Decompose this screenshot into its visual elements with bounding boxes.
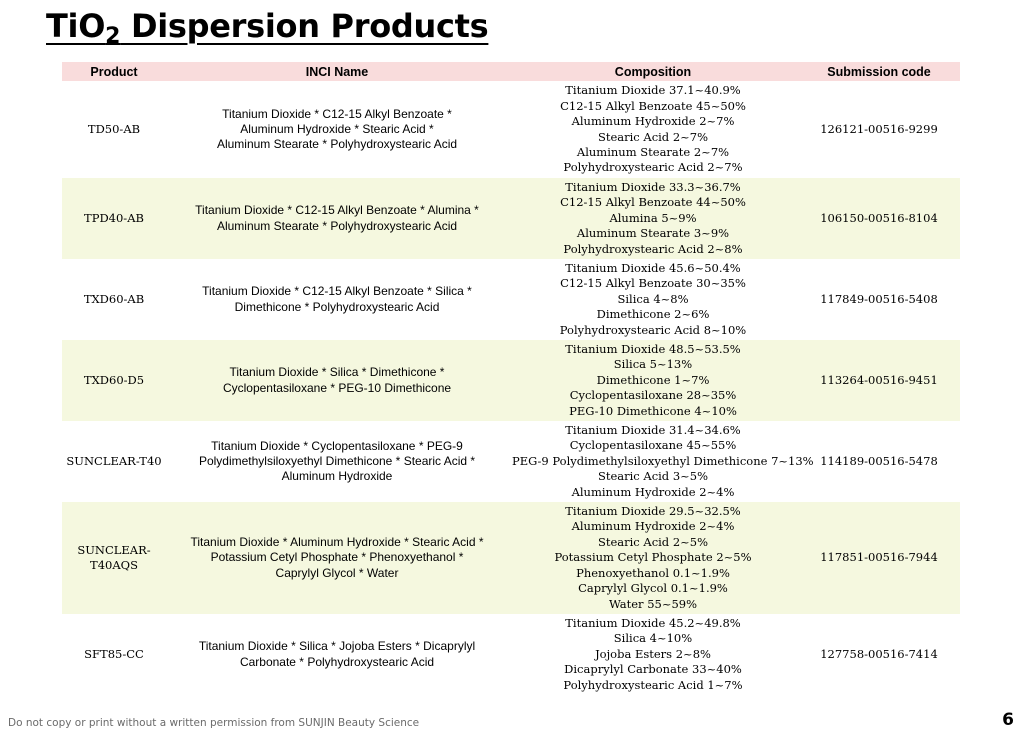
product-cell-line: TPD40-AB (84, 210, 144, 225)
composition-cell-line: C12-15 Alkyl Benzoate 45~50% (560, 98, 746, 113)
composition-cell-line: Cyclopentasiloxane 45~55% (569, 438, 737, 453)
product-cell-line: SFT85-CC (84, 646, 144, 661)
inci-name-cell (166, 502, 508, 614)
table-row (62, 340, 960, 421)
composition-cell-line: Silica 5~13% (613, 357, 693, 372)
inci-name-cell-line: Polydimethylsiloxyethyl Dimethicone * Stearic Acid * (198, 453, 476, 468)
inci-name-cell-line: Potassium Cetyl Phosphate * Phenoxyethanol * (210, 550, 464, 565)
composition-cell-line: Titanium Dioxide 33.3~36.7% (565, 179, 741, 194)
copyright-footer: Do not copy or print without a written permission from SUNJIN Beauty Science (8, 717, 420, 729)
product-cell (62, 421, 166, 502)
table-row (62, 178, 960, 259)
composition-cell-line: Titanium Dioxide 37.1~40.9% (565, 83, 741, 98)
product-cell (62, 614, 166, 695)
inci-name-cell-line: Titanium Dioxide * C12-15 Alkyl Benzoate * Alumina * (195, 203, 479, 218)
product-cell-line: TXD60-D5 (83, 372, 145, 387)
composition-cell-line: Stearic Acid 3~5% (597, 469, 709, 484)
composition-cell-line: Water 55~59% (608, 596, 698, 611)
inci-name-cell-line: Dimethicone * Polyhydroxystearic Acid (234, 299, 440, 314)
composition-cell-line: Caprylyl Glycol 0.1~1.9% (578, 581, 728, 596)
inci-name-cell-line: Titanium Dioxide * C12-15 Alkyl Benzoate * (222, 106, 452, 121)
composition-cell-line: Phenoxyethanol 0.1~1.9% (576, 565, 730, 580)
title-text: TiO (46, 7, 106, 45)
composition-cell-line: PEG-9 Polydimethylsiloxyethyl Dimethicone 7~13% (512, 453, 814, 468)
product-cell-line: T40AQS (90, 558, 138, 572)
inci-name-cell (166, 421, 508, 502)
composition-cell-line: Silica 4~10% (613, 631, 693, 646)
header-submission-code: Submission code (798, 62, 960, 81)
inci-name-cell (166, 614, 508, 695)
inci-name-cell-line: Aluminum Stearate * Polyhydroxystearic Acid (216, 218, 458, 233)
composition-cell-line: Potassium Cetyl Phosphate 2~5% (554, 550, 752, 565)
composition-cell-line: Titanium Dioxide 45.6~50.4% (565, 260, 741, 275)
product-cell (62, 178, 166, 259)
header-product: Product (62, 62, 166, 81)
table-row (62, 614, 960, 695)
inci-name-cell (166, 81, 508, 178)
composition-cell-line: Stearic Acid 2~7% (597, 129, 709, 144)
composition-cell (508, 81, 798, 178)
submission-code-cell: 127758-00516-7414 (820, 646, 938, 661)
composition-cell-line: C12-15 Alkyl Benzoate 30~35% (560, 276, 746, 291)
composition-cell-line: Aluminum Stearate 3~9% (576, 226, 730, 241)
composition-cell (508, 502, 798, 614)
composition-cell-line: Cyclopentasiloxane 28~35% (569, 388, 737, 403)
inci-name-cell-line: Titanium Dioxide * C12-15 Alkyl Benzoate * Silica * (202, 284, 472, 299)
submission-code-cell: 126121-00516-9299 (820, 121, 938, 136)
product-cell (62, 81, 166, 178)
inci-name-cell-line: Aluminum Hydroxide (281, 469, 393, 484)
inci-name-cell (166, 259, 508, 340)
composition-cell-line: PEG-10 Dimethicone 4~10% (569, 403, 737, 418)
table-row (62, 421, 960, 502)
inci-name-cell-line: Caprylyl Glycol * Water (275, 565, 399, 580)
title-text-rest: Dispersion Products (120, 7, 489, 45)
composition-cell-line: Titanium Dioxide 31.4~34.6% (565, 422, 741, 437)
inci-name-cell-line: Aluminum Stearate * Polyhydroxystearic Acid (216, 137, 458, 152)
product-cell (62, 340, 166, 421)
composition-cell-line: Titanium Dioxide 29.5~32.5% (565, 504, 741, 519)
table-body (62, 81, 960, 695)
composition-cell-line: Aluminum Hydroxide 2~4% (571, 519, 735, 534)
composition-cell-line: Silica 4~8% (617, 291, 689, 306)
submission-code-cell: 117851-00516-7944 (798, 502, 960, 614)
table-row (62, 502, 960, 614)
product-cell (62, 502, 166, 614)
table-header-row (62, 62, 960, 81)
inci-name-cell-line: Titanium Dioxide * Aluminum Hydroxide * Stearic Acid * (190, 535, 484, 550)
header-composition: Composition (508, 62, 798, 81)
table-row (62, 81, 960, 178)
products-table (62, 62, 960, 695)
composition-cell-line: Polyhydroxystearic Acid 1~7% (563, 677, 743, 692)
header-inci-name: INCI Name (166, 62, 508, 81)
inci-name-cell-line: Carbonate * Polyhydroxystearic Acid (239, 654, 435, 669)
composition-cell-line: Aluminum Hydroxide 2~4% (571, 484, 735, 499)
title-subscript: 2 (105, 24, 121, 49)
composition-cell-line: Dimethicone 2~6% (596, 307, 710, 322)
composition-cell-line: Dicaprylyl Carbonate 33~40% (564, 662, 742, 677)
submission-code-cell: 114189-00516-5478 (820, 453, 938, 468)
inci-name-cell (166, 340, 508, 421)
submission-code-cell: 117849-00516-5408 (820, 291, 938, 306)
composition-cell-line: C12-15 Alkyl Benzoate 44~50% (560, 195, 746, 210)
product-cell (62, 259, 166, 340)
composition-cell-line: Polyhydroxystearic Acid 2~8% (563, 241, 743, 256)
page-number: 6 (1002, 710, 1014, 730)
composition-cell (508, 178, 798, 259)
composition-cell (508, 340, 798, 421)
inci-name-cell-line: Titanium Dioxide * Silica * Jojoba Esters * Dicaprylyl (198, 639, 476, 654)
composition-cell-line: Titanium Dioxide 48.5~53.5% (565, 341, 741, 356)
composition-cell-line: Jojoba Esters 2~8% (595, 646, 711, 661)
product-cell-line: TD50-AB (87, 121, 141, 136)
composition-cell-line: Polyhydroxystearic Acid 2~7% (563, 160, 743, 175)
composition-cell-line: Alumina 5~9% (609, 210, 697, 225)
table-row (62, 259, 960, 340)
composition-cell-line: Dimethicone 1~7% (596, 372, 710, 387)
composition-cell-line: Polyhydroxystearic Acid 8~10% (559, 322, 747, 337)
page-title (46, 6, 489, 49)
product-cell-line: SUNCLEAR- (77, 542, 151, 557)
inci-name-cell-line: Aluminum Hydroxide * Stearic Acid * (240, 121, 434, 136)
composition-cell-line: Titanium Dioxide 45.2~49.8% (565, 615, 741, 630)
composition-cell (508, 614, 798, 695)
inci-name-cell-line: Titanium Dioxide * Silica * Dimethicone * (229, 365, 445, 380)
inci-name-cell-line: Cyclopentasiloxane * PEG-10 Dimethicone (222, 380, 452, 395)
composition-cell-line: Aluminum Hydroxide 2~7% (571, 114, 735, 129)
submission-code-cell: 106150-00516-8104 (798, 178, 960, 259)
composition-cell (508, 421, 814, 502)
composition-cell-line: Stearic Acid 2~5% (597, 534, 709, 549)
composition-cell (508, 259, 798, 340)
inci-name-cell-line: Titanium Dioxide * Cyclopentasiloxane * PEG-9 (211, 438, 463, 453)
submission-code-cell: 113264-00516-9451 (798, 340, 960, 421)
product-cell-line: TXD60-AB (83, 291, 145, 306)
composition-cell-line: Aluminum Stearate 2~7% (576, 144, 730, 159)
inci-name-cell (166, 178, 508, 259)
product-cell-line: SUNCLEAR-T40 (66, 453, 162, 468)
